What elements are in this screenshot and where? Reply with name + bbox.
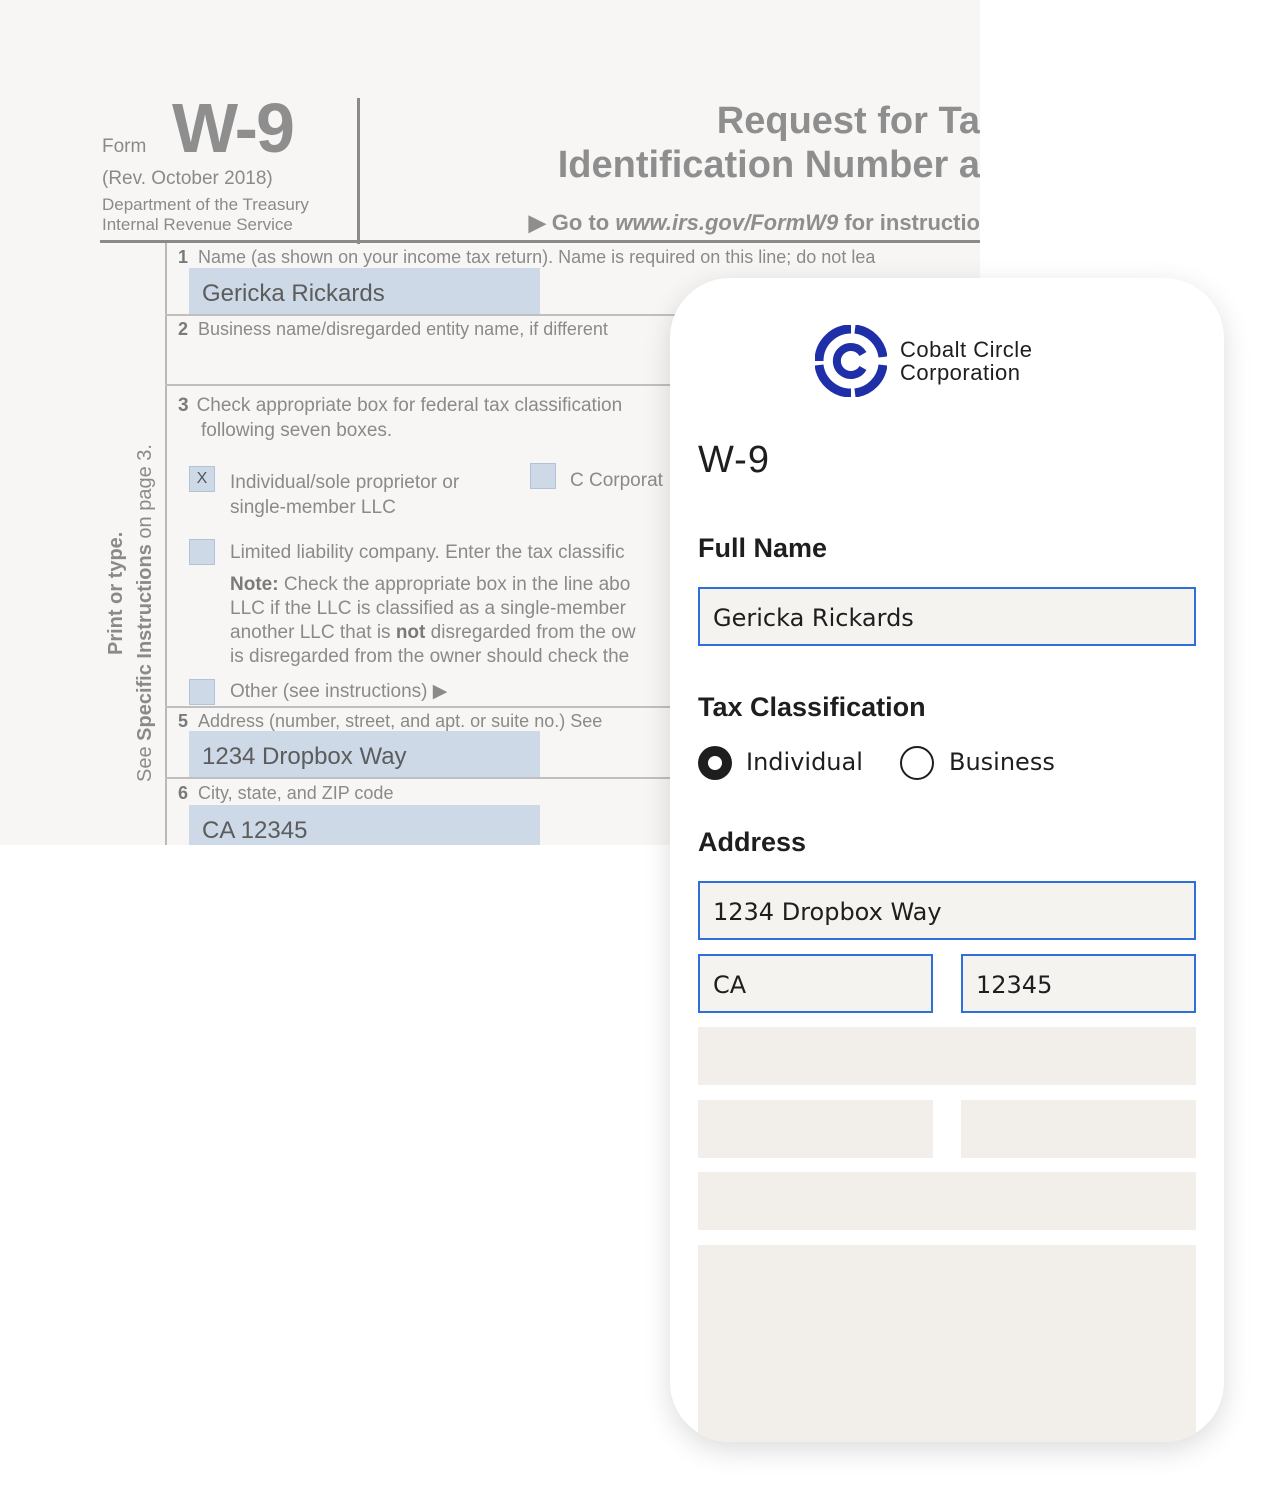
side-suffix: on page 3. (134, 444, 156, 545)
line3-text-1: Check appropriate box for federal tax classification (196, 395, 623, 416)
header-rule (100, 240, 980, 243)
placeholder-field (961, 1100, 1196, 1158)
line1-label (178, 247, 875, 268)
radio-individual[interactable] (698, 746, 732, 780)
service-line: Internal Revenue Service (102, 215, 293, 234)
goto-prefix: ▶ Go to (528, 210, 616, 235)
side-text-print-label: Print or type. (105, 531, 127, 655)
line1-text: Name (as shown on your income tax return). Name is required on this line; do not lea (198, 247, 876, 267)
full-name-input[interactable]: Gericka Rickards (698, 587, 1196, 646)
company-name (900, 338, 1032, 384)
note-3-suffix: disregarded from the ow (425, 622, 636, 643)
checkbox-llc[interactable] (189, 539, 215, 565)
form-word: Form (102, 136, 147, 157)
note-line-3 (230, 621, 636, 645)
line2-num: 2 (178, 319, 189, 339)
checkbox-individual-label-2: single-member LLC (230, 497, 396, 518)
line2-text: Business name/disregarded entity name, if different (198, 319, 608, 339)
form-goto-instructions (529, 210, 980, 236)
company-name-line1: Cobalt Circle (900, 337, 1033, 362)
line6-city-zip-field[interactable]: CA 12345 (189, 805, 540, 845)
goto-suffix: for instructio (838, 210, 980, 235)
cobalt-circle-logo-icon (815, 325, 887, 397)
line3-num: 3 (178, 395, 189, 416)
placeholder-field (698, 1027, 1196, 1085)
form-title: W-9 (698, 439, 770, 481)
radio-individual-label: Individual (746, 748, 863, 776)
checkbox-c-corporation-label: C Corporat (570, 470, 663, 491)
placeholder-field (698, 1100, 933, 1158)
header-divider (357, 98, 360, 244)
company-name-line2: Corporation (900, 360, 1021, 385)
placeholder-field (698, 1172, 1196, 1230)
note-line-2: LLC if the LLC is classified as a single-member (230, 598, 627, 619)
checkbox-llc-label: Limited liability company. Enter the tax classific (230, 542, 625, 563)
line5-text: Address (number, street, and apt. or suite no.) See (198, 711, 603, 731)
line3-text-2: following seven boxes. (201, 420, 393, 441)
form-left-bar (165, 243, 167, 845)
side-prefix: See (134, 740, 156, 782)
line6-label (178, 783, 393, 804)
line5-num: 5 (178, 711, 189, 731)
note-bold: Note: (230, 574, 279, 595)
checkbox-other[interactable] (189, 679, 215, 705)
radio-business-label: Business (949, 748, 1055, 776)
side-text-instructions (134, 444, 157, 782)
zip-input[interactable]: 12345 (961, 954, 1196, 1013)
note-text-1: Check the appropriate box in the line abo (278, 574, 631, 595)
line6-num: 6 (178, 783, 189, 803)
side-bold: Specific Instructions (134, 544, 156, 741)
full-name-label: Full Name (698, 533, 828, 563)
tax-classification-label: Tax Classification (698, 692, 926, 722)
line5-address-field[interactable]: 1234 Dropbox Way (189, 731, 540, 777)
line2-label (178, 319, 608, 340)
checkbox-other-label: Other (see instructions) ▶ (230, 681, 448, 702)
form-revision: (Rev. October 2018) (102, 168, 273, 189)
note-3-bold: not (395, 622, 426, 643)
address-input[interactable]: 1234 Dropbox Way (698, 881, 1196, 940)
checkbox-individual[interactable]: X (189, 466, 215, 492)
note-line-1 (230, 573, 630, 597)
note-line-4: is disregarded from the owner should check the (230, 646, 630, 667)
address-label: Address (698, 827, 807, 857)
goto-url: www.irs.gov/FormW9 (615, 210, 839, 235)
note-3-prefix: another LLC that is (230, 622, 396, 643)
line6-text: City, state, and ZIP code (198, 783, 394, 803)
form-department (102, 195, 309, 235)
department-line: Department of the Treasury (102, 195, 309, 214)
mobile-w9-form (670, 278, 1224, 1442)
form-title-line2: Identification Number a (557, 144, 980, 186)
form-number: W-9 (172, 89, 293, 167)
checkbox-individual-label-1: Individual/sole proprietor or (230, 472, 460, 493)
radio-business[interactable] (900, 746, 934, 780)
checkbox-c-corporation[interactable] (530, 463, 556, 489)
line3-label (178, 394, 622, 418)
state-input[interactable]: CA (698, 954, 933, 1013)
line1-name-field[interactable]: Gericka Rickards (189, 268, 540, 314)
side-text-print (105, 532, 128, 655)
form-title-line1: Request for Ta (716, 100, 980, 142)
line5-label (178, 711, 602, 732)
placeholder-field (698, 1245, 1196, 1442)
line1-num: 1 (178, 247, 189, 267)
